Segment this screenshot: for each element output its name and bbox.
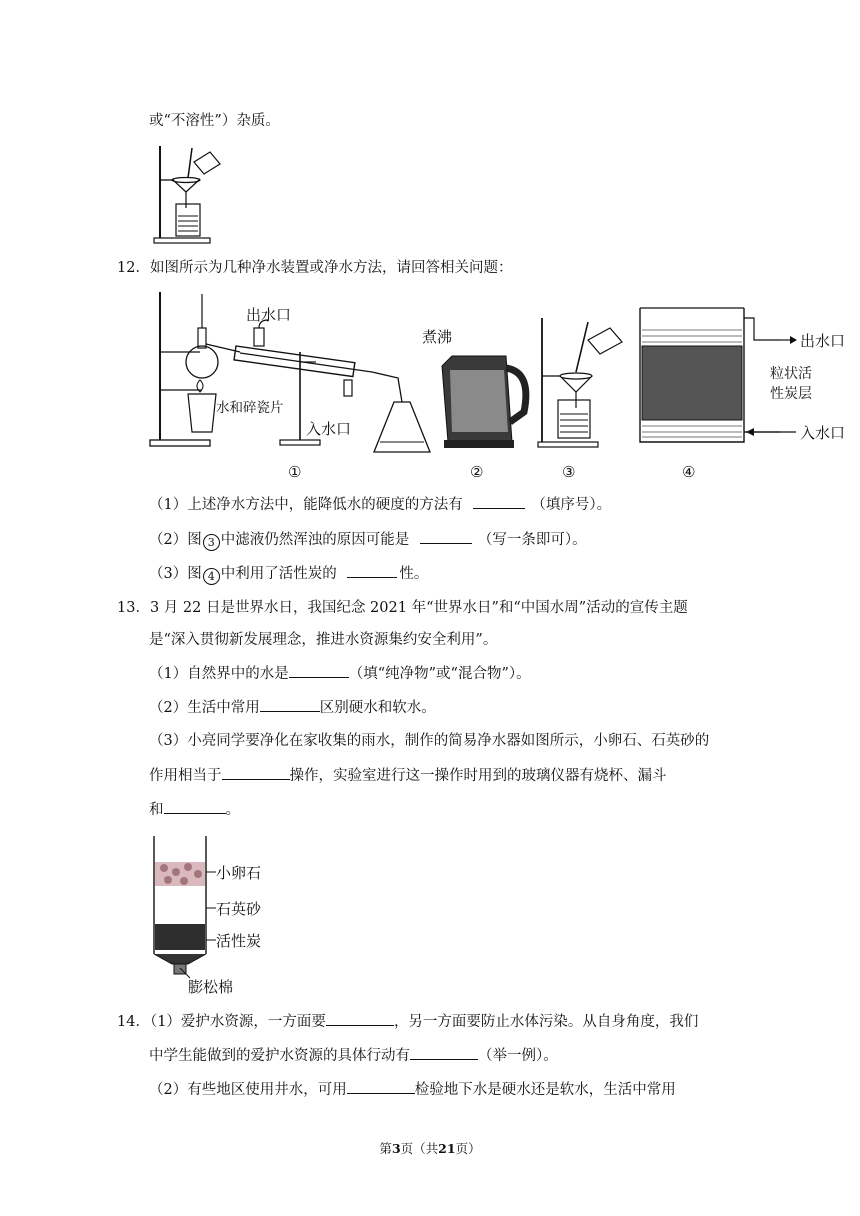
label-carbon-1: 粒状活 — [770, 366, 812, 382]
q12-stem-text: 12．如图所示为几种净水装置或净水方法，请回答相关问题： — [117, 260, 513, 276]
q13-stem-2 — [149, 630, 497, 650]
q13-p1-text: （1）自然界中的水是 — [149, 666, 289, 682]
q13-stem-1-text: 13．3 月 22 日是世界水日，我国纪念 2021 年“世界水日”和“中国水周”活动的宣传主题 — [117, 600, 688, 616]
answer-blank[interactable] — [260, 697, 320, 712]
q14-line1 — [117, 1011, 698, 1032]
q14-line2 — [149, 1045, 558, 1066]
q13-p3-line2-start: 作用相当于 — [149, 768, 222, 784]
q13-p3-line3-end: 。 — [225, 802, 240, 818]
answer-blank[interactable] — [289, 663, 349, 678]
label-fig-3: ③ — [562, 463, 576, 481]
label-boil: 煮沸 — [422, 328, 453, 346]
q12-p2-mid: 中滤液仍然浑浊的原因可能是 — [220, 532, 410, 548]
circled-number: 3 — [203, 534, 220, 551]
label-fig-4: ④ — [682, 463, 696, 481]
answer-blank[interactable] — [410, 1045, 478, 1060]
footer-page-number: 3 — [391, 1141, 401, 1156]
q12-p1-text: （1）上述净水方法中，能降低水的硬度的方法有 — [149, 497, 463, 513]
q13-p1-suffix: （填“纯净物”或“混合物”）。 — [348, 666, 531, 682]
q13-part3-line2 — [149, 765, 667, 786]
answer-blank[interactable] — [222, 765, 290, 780]
answer-blank[interactable] — [347, 563, 397, 578]
q11-tail-line — [149, 111, 280, 131]
q14-line2-start: 中学生能做到的爱护水资源的具体行动有 — [149, 1048, 410, 1064]
q13-part3-line1 — [149, 731, 709, 751]
footer-suffix: 页） — [455, 1141, 481, 1156]
page-footer — [0, 1139, 860, 1157]
q14-line3 — [149, 1079, 676, 1100]
answer-blank[interactable] — [473, 494, 525, 509]
answer-blank[interactable] — [164, 799, 226, 814]
label-carbon: 活性炭 — [216, 932, 262, 950]
q13-p3-line3-start: 和 — [149, 802, 164, 818]
label-quartz: 石英砂 — [216, 900, 262, 918]
label-cotton: 膨松棉 — [188, 978, 234, 996]
label-pebbles: 小卵石 — [216, 864, 262, 882]
footer-middle: 页（共 — [400, 1141, 439, 1156]
q13-p3-line2-end: 操作，实验室进行这一操作时用到的玻璃仪器有烧杯、漏斗 — [289, 768, 667, 784]
q13-part2 — [149, 697, 436, 718]
q12-p2-suffix: （写一条即可）。 — [477, 532, 587, 548]
q12-p3-suffix: 性。 — [399, 566, 429, 582]
q13-stem-1 — [117, 598, 688, 618]
q11-tail-text: 或“不溶性”）杂质。 — [149, 113, 280, 129]
footer-total-pages: 21 — [438, 1141, 456, 1156]
answer-blank[interactable] — [347, 1079, 415, 1094]
answer-blank[interactable] — [420, 529, 472, 544]
kettle — [442, 356, 526, 448]
filtration-figure-small — [150, 142, 230, 246]
label-boiling-chips: 水和碎瓷片 — [216, 400, 284, 416]
water-purification-figure — [140, 282, 855, 482]
label-inlet: 入水口 — [306, 420, 352, 438]
q12-p3-text: （3）图 — [149, 566, 202, 582]
label-outlet: 出水口 — [246, 306, 292, 324]
q12-part3 — [149, 563, 428, 585]
q12-part2 — [149, 529, 587, 551]
answer-blank[interactable] — [326, 1011, 394, 1026]
q13-p2-suffix: 区别硬水和软水。 — [319, 700, 436, 716]
q13-p3-text: （3）小亮同学要净化在家收集的雨水，制作的简易净水器如图所示，小卵石、石英砂的 — [149, 733, 710, 749]
q12-p1-suffix: （填序号）。 — [531, 497, 612, 513]
q13-part1 — [149, 663, 531, 684]
q14-line3-end: 检验地下水是硬水还是软水，生活中常用 — [414, 1082, 676, 1098]
q13-p2-text: （2）生活中常用 — [149, 700, 260, 716]
q12-stem — [117, 258, 512, 278]
label-fig-1: ① — [288, 463, 302, 481]
q14-line3-start: （2）有些地区使用井水，可用 — [149, 1082, 347, 1098]
filtration-apparatus — [538, 318, 622, 447]
q12-p2-text: （2）图 — [149, 532, 202, 548]
q14-line1-start: 14．（1）爱护水资源，一方面要 — [117, 1014, 326, 1030]
label-carbon-2: 性炭层 — [770, 386, 812, 402]
q13-part3-line3 — [149, 799, 240, 820]
q12-p3-mid: 中利用了活性炭的 — [220, 566, 337, 582]
label-inlet-2: 入水口 — [800, 424, 846, 442]
circled-number: 4 — [203, 568, 220, 585]
q13-stem-2-text: 是“深入贯彻新发展理念，推进水资源集约安全利用”。 — [149, 632, 498, 648]
label-outlet-2: 出水口 — [800, 332, 846, 350]
footer-prefix: 第 — [379, 1141, 392, 1156]
q14-line2-end: （举一例）。 — [478, 1048, 558, 1064]
simple-water-filter-figure — [150, 836, 300, 996]
q12-part1 — [149, 494, 611, 515]
q14-line1-end: ，另一方面要防止水体污染。从自身角度，我们 — [393, 1014, 699, 1030]
label-fig-2: ② — [470, 463, 484, 481]
